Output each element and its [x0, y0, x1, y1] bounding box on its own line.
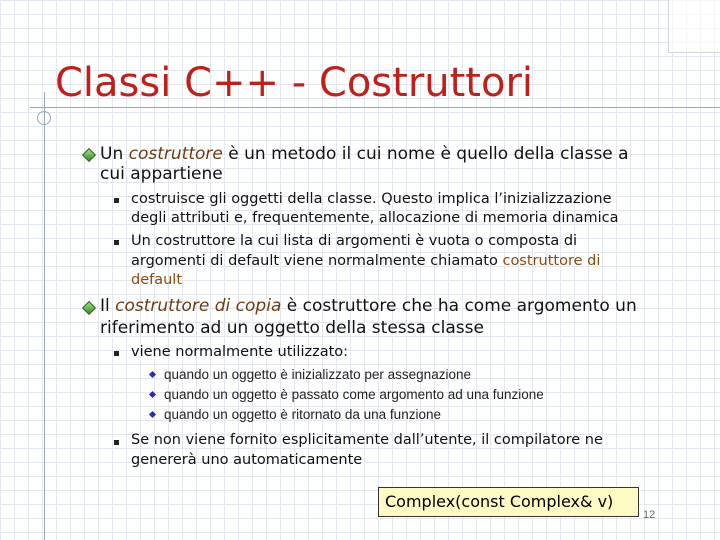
corner-grid-box [668, 0, 720, 53]
small-diamond-bullet-icon [149, 391, 156, 398]
sub-bullet-1-2-line-1: Un costruttore la cui lista di argomenti è vuota o composta di [131, 233, 578, 249]
slide-title: Classi C++ - Costruttori [55, 60, 534, 106]
code-snippet-box: Complex(const Complex& v) [378, 487, 639, 517]
sub-bullet-1-1-line-1: costruisce gli oggetti della classe. Questo implica l’inizializzazione [131, 191, 612, 207]
bullet-1-prefix: Un [100, 144, 129, 164]
bullet-2-suffix: è costruttore che ha come argomento un [281, 296, 637, 316]
title-underline [30, 107, 720, 108]
sub-bullet-1-1-line-2: degli attributi e, frequentemente, allocazione di memoria dinamica [131, 210, 619, 226]
square-bullet-icon [114, 440, 119, 445]
bullet-1-suffix: è un metodo il cui nome è quello della classe a [222, 144, 629, 164]
left-vertical-rule [44, 92, 45, 540]
bullet-1-term: costruttore [128, 144, 223, 164]
bullet-1-line-1 [100, 144, 670, 165]
sub-bullet-2-2-line-1: Se non viene fornito esplicitamente dall’utente, il compilatore ne [131, 432, 603, 448]
square-bullet-icon [114, 351, 119, 356]
sub-bullet-1-2-highlight: costruttore di [502, 253, 601, 269]
diamond-bullet-icon [82, 301, 96, 315]
small-diamond-bullet-icon [149, 411, 156, 418]
small-diamond-bullet-icon [149, 371, 156, 378]
square-bullet-icon [114, 240, 119, 245]
crosshair-circle-icon [37, 111, 51, 125]
bullet-2-prefix: Il [100, 296, 116, 316]
bullet-1-line-2: cui appartiene [100, 164, 223, 184]
sub-bullet-2-2-line-2: genererà uno automaticamente [131, 452, 363, 468]
sub-sub-item: quando un oggetto è inizializzato per assegnazione [164, 367, 471, 382]
sub-bullet-1-2-line-2 [131, 252, 671, 270]
square-bullet-icon [114, 198, 119, 203]
diamond-bullet-icon [82, 148, 96, 162]
sub-sub-item: quando un oggetto è ritornato da una funzione [164, 407, 441, 422]
sub-bullet-2-1: viene normalmente utilizzato: [131, 344, 349, 360]
sub-bullet-1-2-line-3: default [131, 272, 183, 288]
bullet-2-line-1 [100, 296, 670, 317]
sub-sub-item: quando un oggetto è passato come argomento ad una funzione [164, 387, 544, 402]
bullet-2-term: costruttore di copia [115, 296, 282, 316]
bullet-2-line-2: riferimento ad un oggetto della stessa classe [100, 318, 484, 338]
sub-bullet-1-2-text: argomenti di default viene normalmente chiamato [131, 253, 503, 269]
page-number: 12 [643, 509, 656, 521]
